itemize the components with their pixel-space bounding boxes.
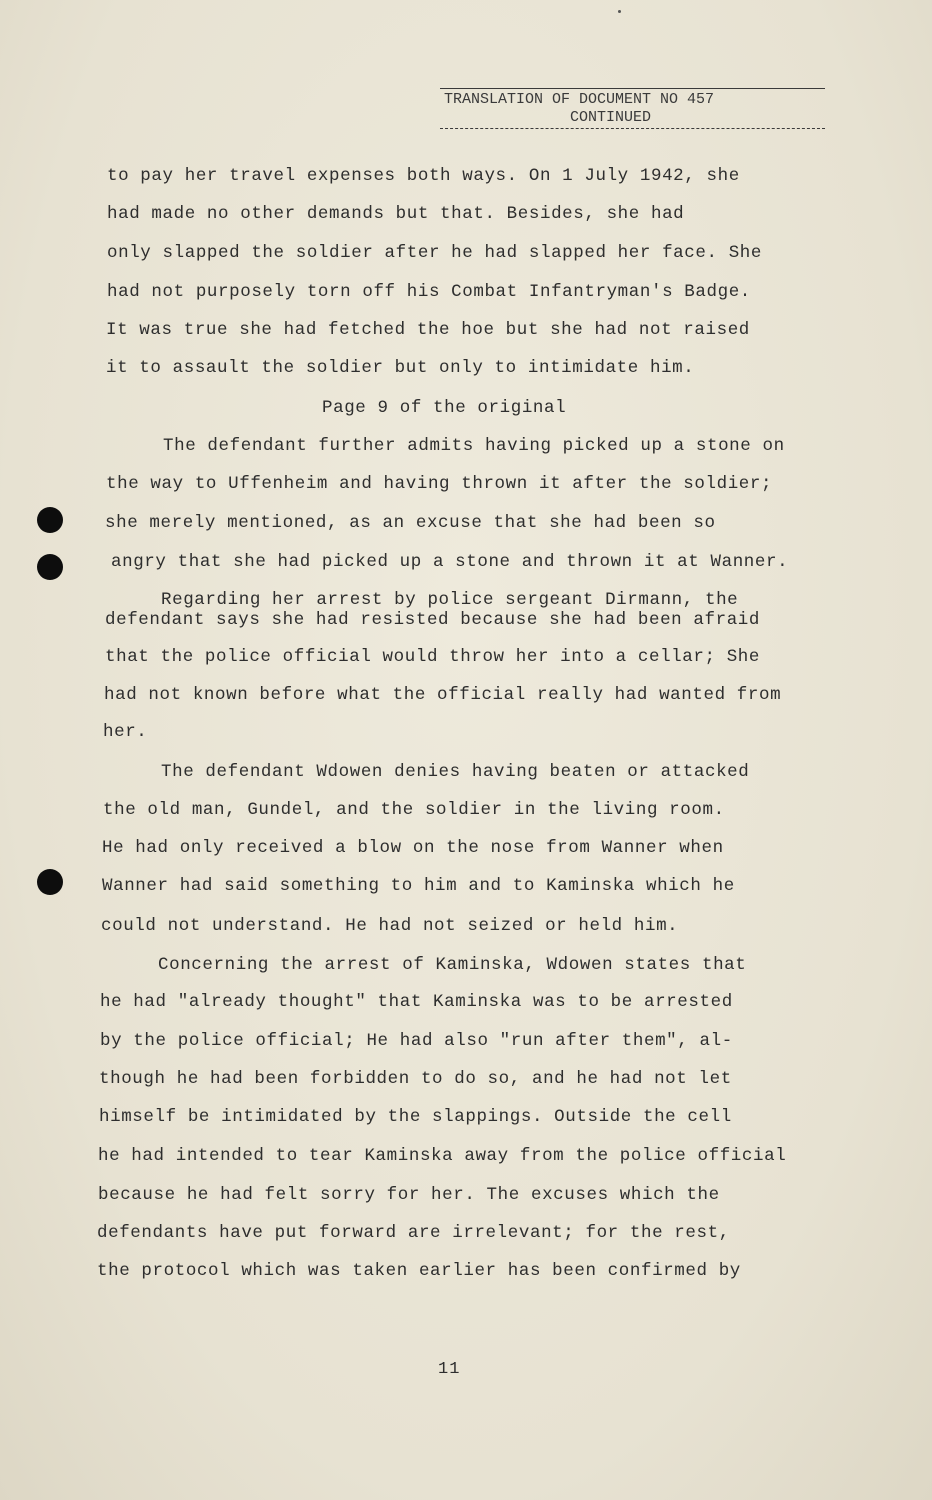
text-line: to pay her travel expenses both ways. On 1 July 1942, she bbox=[107, 166, 740, 186]
text-line: Regarding her arrest by police sergeant Dirmann, the bbox=[161, 590, 739, 610]
punch-hole bbox=[37, 507, 63, 533]
text-line: it to assault the soldier but only to intimidate him. bbox=[106, 358, 695, 378]
text-line: though he had been forbidden to do so, and he had not let bbox=[99, 1069, 732, 1089]
speck-mark bbox=[618, 10, 621, 13]
text-line: angry that she had picked up a stone and thrown it at Wanner. bbox=[111, 552, 789, 572]
text-line: had not purposely torn off his Combat Infantryman's Badge. bbox=[107, 282, 751, 302]
text-line: It was true she had fetched the hoe but she had not raised bbox=[106, 320, 750, 340]
text-line: the old man, Gundel, and the soldier in the living room. bbox=[103, 800, 725, 820]
text-line: The defendant Wdowen denies having beaten or attacked bbox=[161, 762, 750, 782]
text-line: had made no other demands but that. Besides, she had bbox=[107, 204, 685, 224]
document-header bbox=[440, 88, 825, 129]
text-line: the protocol which was taken earlier has been confirmed by bbox=[97, 1261, 741, 1281]
text-line: the way to Uffenheim and having thrown it after the soldier; bbox=[106, 474, 773, 494]
text-line: He had only received a blow on the nose from Wanner when bbox=[102, 838, 724, 858]
text-line: by the police official; He had also "run after them", al- bbox=[100, 1031, 733, 1051]
text-line: because he had felt sorry for her. The excuses which the bbox=[98, 1185, 720, 1205]
text-line: defendants have put forward are irrelevant; for the rest, bbox=[97, 1223, 730, 1243]
text-line: she merely mentioned, as an excuse that she had been so bbox=[105, 513, 716, 533]
header-title: TRANSLATION OF DOCUMENT NO 457 bbox=[444, 91, 715, 108]
text-line: her. bbox=[103, 722, 148, 742]
punch-hole bbox=[37, 869, 63, 895]
page-number: 11 bbox=[438, 1360, 461, 1379]
text-line: could not understand. He had not seized or held him. bbox=[101, 916, 679, 936]
text-line: defendant says she had resisted because she had been afraid bbox=[105, 610, 761, 630]
text-line: he had intended to tear Kaminska away from the police official bbox=[98, 1146, 787, 1166]
header-continued: CONTINUED bbox=[570, 109, 652, 126]
text-line: he had "already thought" that Kaminska was to be arrested bbox=[100, 992, 733, 1012]
text-line: Concerning the arrest of Kaminska, Wdowen states that bbox=[158, 955, 747, 975]
text-line: had not known before what the official really had wanted from bbox=[104, 685, 782, 705]
header-underline bbox=[440, 128, 825, 129]
text-line: himself be intimidated by the slappings. Outside the cell bbox=[99, 1107, 732, 1127]
original-page-reference: Page 9 of the original bbox=[322, 398, 567, 418]
text-line: The defendant further admits having picked up a stone on bbox=[163, 436, 785, 456]
text-line: Wanner had said something to him and to Kaminska which he bbox=[102, 876, 735, 896]
text-line: that the police official would throw her into a cellar; She bbox=[105, 647, 761, 667]
punch-hole bbox=[37, 554, 63, 580]
text-line: only slapped the soldier after he had slapped her face. She bbox=[107, 243, 763, 263]
